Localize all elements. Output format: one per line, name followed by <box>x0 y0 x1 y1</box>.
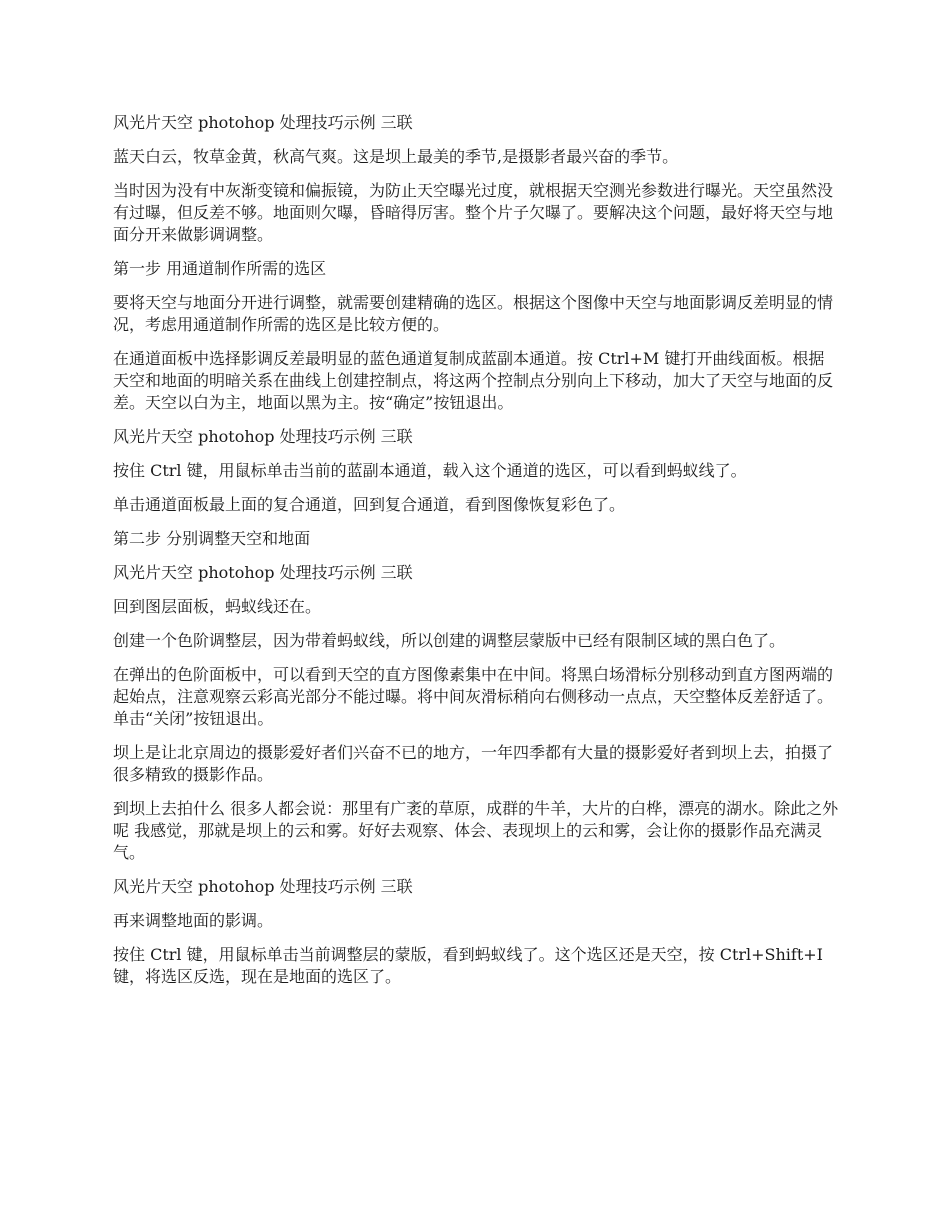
paragraph: 在通道面板中选择影调反差最明显的蓝色通道复制成蓝副本通道。按 Ctrl+M 键打开曲线面板。根据天空和地面的明暗关系在曲线上创建控制点，将这两个控制点分别向上下移动，加大了天空与地面的反差。天空以白为主，地面以黑为主。按“确定”按钮退出。 <box>113 349 834 412</box>
paragraph: 风光片天空 photohop 处理技巧示例 三联 <box>113 563 413 582</box>
paragraph: 蓝天白云，牧草金黄，秋高气爽。这是坝上最美的季节,是摄影者最兴奋的季节。 <box>113 147 679 166</box>
paragraph: 坝上是让北京周边的摄影爱好者们兴奋不已的地方，一年四季都有大量的摄影爱好者到坝上去，拍摄了很多精致的摄影作品。 <box>113 743 834 784</box>
paragraph: 再来调整地面的影调。 <box>113 911 274 930</box>
paragraph: 风光片天空 photohop 处理技巧示例 三联 <box>113 877 413 896</box>
paragraph: 当时因为没有中灰渐变镜和偏振镜，为防止天空曝光过度，就根据天空测光参数进行曝光。天空虽然没有过曝，但反差不够。地面则欠曝，昏暗得厉害。整个片子欠曝了。要解决这个问题，最好将天空与地面分开来做影调调整。 <box>113 181 834 244</box>
paragraph: 按住 Ctrl 键，用鼠标单击当前的蓝副本通道，载入这个通道的选区，可以看到蚂蚁线了。 <box>113 461 747 480</box>
paragraph: 单击通道面板最上面的复合通道，回到复合通道，看到图像恢复彩色了。 <box>113 495 626 514</box>
paragraph: 按住 Ctrl 键，用鼠标单击当前调整层的蒙版，看到蚂蚁线了。这个选区还是天空，按 Ctrl+Shift+I 键，将选区反选，现在是地面的选区了。 <box>113 945 824 986</box>
section-heading: 第一步 用通道制作所需的选区 <box>113 259 327 278</box>
section-heading: 第二步 分别调整天空和地面 <box>113 529 311 548</box>
paragraph: 回到图层面板，蚂蚁线还在。 <box>113 597 322 616</box>
paragraph: 风光片天空 photohop 处理技巧示例 三联 <box>113 427 413 446</box>
paragraph: 在弹出的色阶面板中，可以看到天空的直方图像素集中在中间。将黑白场滑标分别移动到直方图两端的起始点，注意观察云彩高光部分不能过曝。将中间灰滑标稍向右侧移动一点点，天空整体反差舒适了。单击“关闭”按钮退出。 <box>113 665 834 728</box>
paragraph: 到坝上去拍什么 很多人都会说：那里有广袤的草原，成群的牛羊，大片的白桦，漂亮的湖水。除此之外呢 我感觉，那就是坝上的云和雾。好好去观察、体会、表现坝上的云和雾，会让你的摄影作品充满灵气。 <box>113 799 839 862</box>
paragraph: 要将天空与地面分开进行调整，就需要创建精确的选区。根据这个图像中天空与地面影调反差明显的情况，考虑用通道制作所需的选区是比较方便的。 <box>113 293 834 334</box>
paragraph: 风光片天空 photohop 处理技巧示例 三联 <box>113 113 413 132</box>
document-body <box>113 112 840 1000</box>
paragraph: 创建一个色阶调整层，因为带着蚂蚁线，所以创建的调整层蒙版中已经有限制区域的黑白色了。 <box>113 631 786 650</box>
